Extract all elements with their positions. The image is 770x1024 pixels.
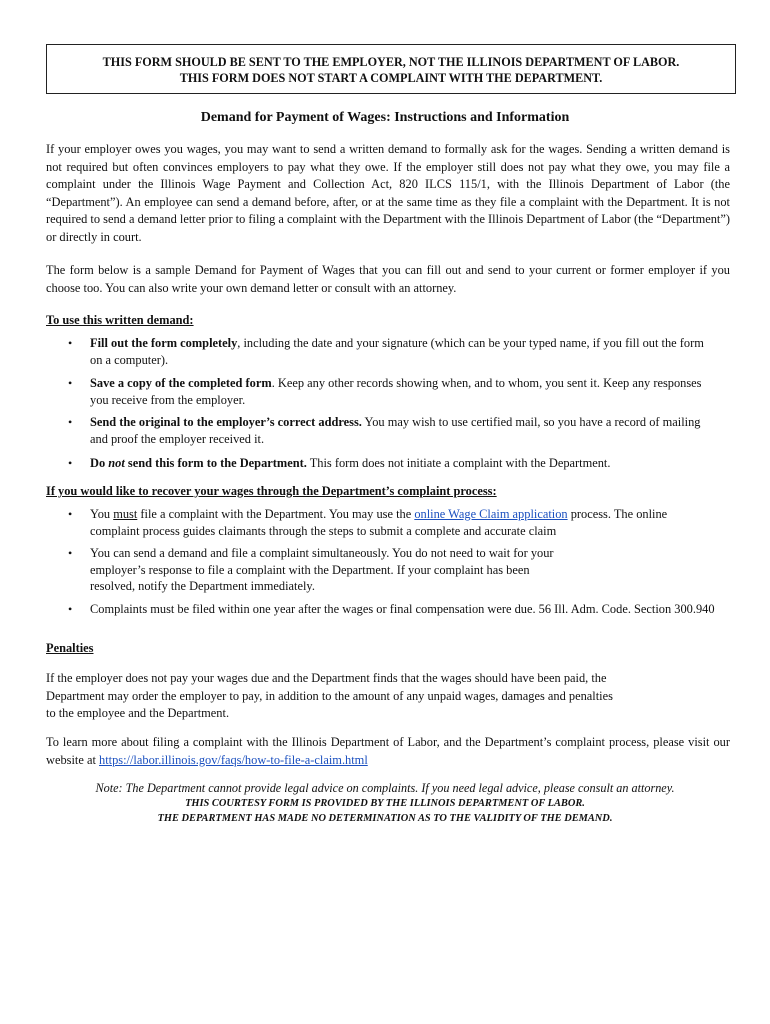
list-item-text: . Keep any other records showing when, and to whom, you sent it. Keep any responses you receive from the employer.	[90, 376, 702, 407]
learn-more-paragraph: To learn more about filing a complaint with the Illinois Department of Labor, and the Department’s complaint process, please visit our website at https://labor.illinois.gov/faqs/how-to-file-a-claim.html	[46, 735, 730, 767]
bullet-icon: •	[68, 546, 73, 561]
must-emphasis: must	[113, 507, 138, 521]
list-item	[46, 375, 716, 408]
list-item	[46, 455, 716, 472]
use-instructions-list	[46, 335, 716, 471]
list-item	[46, 601, 716, 618]
penalties-heading: Penalties	[46, 641, 94, 655]
list-item-bold: Do	[90, 455, 109, 470]
page-title: Demand for Payment of Wages: Instructions and Information	[200, 110, 570, 125]
bullet-icon: •	[68, 601, 73, 616]
courtesy-line-2: THE DEPARTMENT HAS MADE NO DETERMINATION AS TO THE VALIDITY OF THE DEMAND.	[157, 813, 613, 824]
intro-paragraph: If your employer owes you wages, you may want to send a written demand to formally ask for the wages. Sending a written demand is not required but often convinces employers to pay what they owe. If the employer still does not pay what they owe, you may file a complaint under the Illinois Wage Payment and Collection Act, 820 ILCS 115/1, with the Illinois Department of Labor (the “Department”). An employee can send a demand before, after, or at the same time as they file a complaint with the Department. It is not required to send a demand letter prior to filing a complaint with the Department with the Illinois Department of Labor (the “Department”) or directly in court.	[46, 142, 730, 244]
penalties-paragraph: If the employer does not pay your wages due and the Department finds that the wages should have been paid, the Department may order the employer to pay, in addition to the amount of any unpaid wages, damages and penalties to the employee and the Department.	[46, 671, 613, 721]
bullet-icon: •	[68, 376, 73, 391]
list-item	[46, 335, 716, 368]
website-link[interactable]: https://labor.illinois.gov/faqs/how-to-file-a-claim.html	[99, 752, 368, 767]
list-item-text: You may wish to use certified mail, so you have a record of mailing and proof the employer received it.	[90, 415, 701, 446]
courtesy-line-1: THIS COURTESY FORM IS PROVIDED BY THE ILLINOIS DEPARTMENT OF LABOR.	[185, 798, 585, 809]
list-item-bold: Send the original to the employer’s correct address.	[90, 415, 362, 430]
recover-instructions-list	[46, 506, 716, 618]
wage-claim-application-link[interactable]: online Wage Claim application	[414, 507, 568, 521]
use-section-heading: To use this written demand:	[46, 313, 194, 327]
list-item-text: This form does not initiate a complaint with the Department.	[306, 455, 611, 470]
bullet-icon: •	[68, 336, 73, 350]
list-item-bold: Save a copy of the completed form	[90, 376, 272, 391]
list-item-text: Complaints must be filed within one year after the wages or final compensation were due. 56 Ill. Adm. Code. Section 300.940	[90, 601, 715, 616]
list-item	[46, 414, 716, 447]
list-item-bold: Fill out the form completely	[90, 336, 238, 350]
notice-box	[46, 44, 736, 94]
legal-advice-note: Note: The Department cannot provide legal advice on complaints. If you need legal advice, please consult an attorney.	[95, 781, 675, 795]
list-item-text: , including the date and your signature (which can be your typed name, if you fill out the form on a computer).	[90, 336, 704, 367]
list-item-emphasis: not	[108, 455, 125, 470]
form-intro-paragraph: The form below is a sample Demand for Payment of Wages that you can fill out and send to your current or former employer if you choose too. You can also write your own demand letter or consult with an attorney.	[46, 263, 730, 295]
list-item: • You can send a demand and file a complaint simultaneously. You do not need to wait for your employer’s response to file a complaint with the Department. If your complaint has been resolved, notify the Department immediately.	[68, 546, 554, 594]
recover-section-heading: If you would like to recover your wages through the Department’s complaint process:	[46, 484, 497, 498]
bullet-icon: •	[68, 507, 73, 521]
bullet-icon: •	[68, 455, 73, 470]
notice-line-1: THIS FORM SHOULD BE SENT TO THE EMPLOYER, NOT THE ILLINOIS DEPARTMENT OF LABOR.	[102, 55, 680, 69]
list-item: • You must file a complaint with the Department. You may use the online Wage Claim application process. The online complaint process guides claimants through the steps to submit a complete and accurate claim	[68, 507, 668, 538]
notice-line-2: THIS FORM DOES NOT START A COMPLAINT WITH THE DEPARTMENT.	[179, 71, 603, 85]
list-item-bold: send this form to the Department.	[124, 455, 307, 470]
bullet-icon: •	[68, 415, 73, 430]
